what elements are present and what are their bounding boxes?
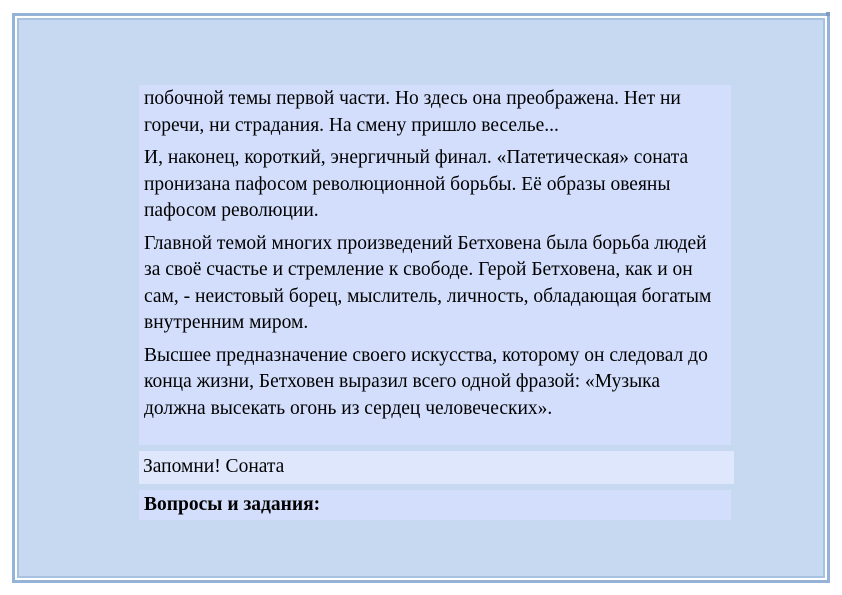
- questions-heading: Вопросы и задания:: [144, 494, 321, 515]
- frame-corner-mark: [826, 12, 830, 16]
- questions-box: [139, 490, 731, 520]
- remember-text: Запомни! Соната: [143, 456, 285, 477]
- paragraph-side-theme: побочной темы первой части. Но здесь она преображена. Нет ни горечи, ни страдания. На смену пришло веселье...: [144, 88, 681, 136]
- main-text-box: [139, 85, 731, 445]
- paragraph-purpose: Высшее предназначение своего искусства, которому он следовал до конца жизни, Бетховен выразил всего одной фразой: «Музыка должна высекать огонь из сердец человеческих».: [144, 344, 708, 419]
- paragraph-finale: И, наконец, короткий, энергичный финал. «Патетическая» соната пронизана пафосом революционной борьбы. Её образы овеяны пафосом революции.: [144, 147, 689, 221]
- paragraph-main-theme: Главной темой многих произведений Бетховена была борьба людей за своё счастье и стремление к свободе. Герой Бетховена, как и он сам, - неистовый борец, мыслитель, личность, обладающая богатым внутренним миром.: [144, 232, 712, 333]
- remember-box: [139, 451, 734, 484]
